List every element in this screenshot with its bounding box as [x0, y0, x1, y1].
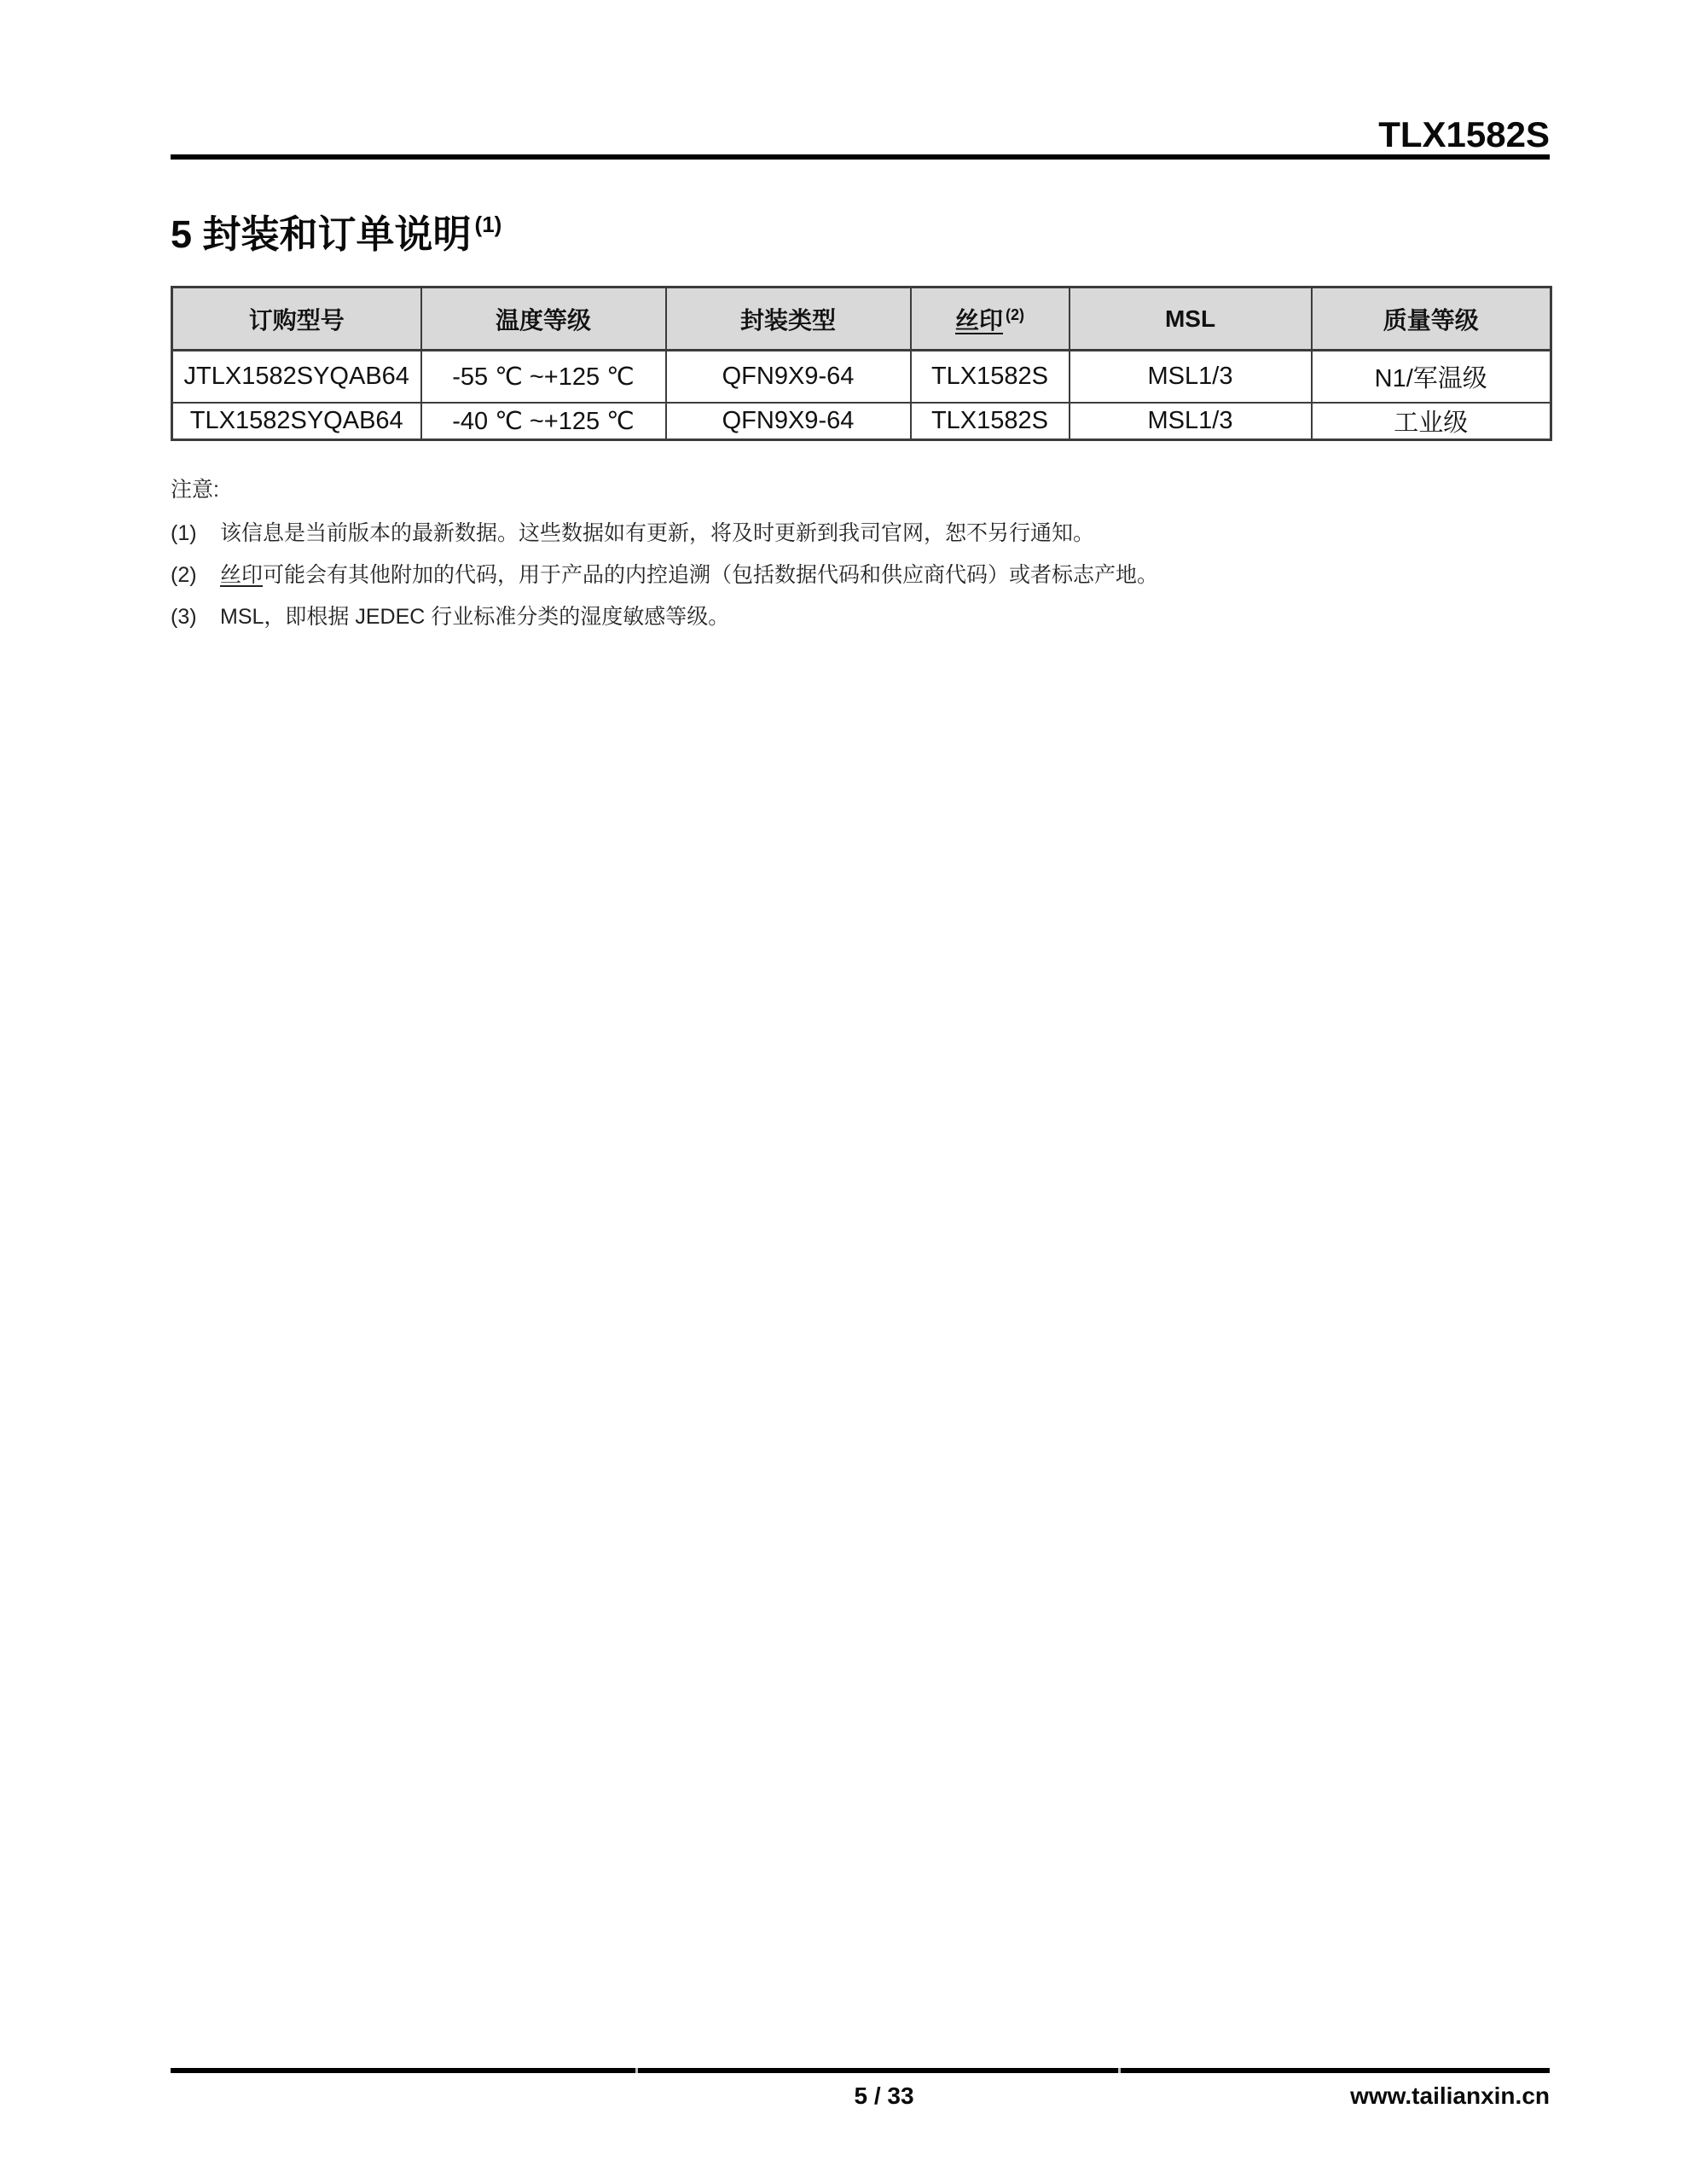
section-heading — [171, 203, 501, 258]
marking-superscript: (2) — [1006, 305, 1024, 323]
table-cell: QFN9X9-64 — [666, 403, 911, 440]
note-item — [171, 604, 1450, 630]
column-header-order-number: 订购型号 — [172, 288, 421, 351]
note-item — [171, 520, 1450, 546]
note-marker: (3) — [171, 605, 197, 629]
note-text: 丝印可能会有其他附加的代码，用于产品的内控追溯（包括数据代码和供应商代码）或者标志产地。 — [220, 563, 1159, 587]
table-cell: -40 ℃ ~+125 ℃ — [421, 403, 666, 440]
column-header-quality-grade: 质量等级 — [1312, 288, 1551, 351]
table-cell: 工业级 — [1312, 403, 1551, 440]
footer-rule — [171, 2068, 1550, 2073]
table-cell: TLX1582S — [911, 351, 1070, 403]
notes-section — [171, 473, 1450, 646]
table-header-row — [172, 288, 1551, 351]
note-marker: (1) — [171, 521, 197, 545]
note-item — [171, 562, 1450, 588]
table-cell: JTLX1582SYQAB64 — [172, 351, 421, 403]
table-cell: N1/军温级 — [1312, 351, 1551, 403]
column-header-msl: MSL — [1070, 288, 1312, 351]
table-cell: -55 ℃ ~+125 ℃ — [421, 351, 666, 403]
doc-title: TLX1582S — [1378, 114, 1550, 154]
notes-title: 注意: — [171, 478, 219, 502]
column-header-temperature-grade: 温度等级 — [421, 288, 666, 351]
page-number: 5 / 33 — [854, 2082, 914, 2109]
table-cell: MSL1/3 — [1070, 351, 1312, 403]
header-rule — [171, 154, 1550, 160]
table-row — [172, 351, 1551, 403]
table-row — [172, 403, 1551, 440]
table-cell: MSL1/3 — [1070, 403, 1312, 440]
note-text: MSL，即根据 JEDEC 行业标准分类的湿度敏感等级。 — [220, 605, 730, 629]
website-text: www.tailianxin.cn — [1350, 2082, 1550, 2109]
note-text: 该信息是当前版本的最新数据。这些数据如有更新，将及时更新到我司官网，恕不另行通知。 — [220, 521, 1095, 545]
table-cell: TLX1582SYQAB64 — [172, 403, 421, 440]
note-marker: (2) — [171, 563, 197, 587]
section-heading-text: 5 封装和订单说明 — [171, 212, 472, 256]
table-cell: QFN9X9-64 — [666, 351, 911, 403]
section-heading-superscript: (1) — [474, 212, 502, 237]
column-header-package-type: 封装类型 — [666, 288, 911, 351]
ordering-table — [171, 286, 1550, 441]
table-cell: TLX1582S — [911, 403, 1070, 440]
column-header-marking: 丝印 $^{(2)}$ — [911, 288, 1070, 351]
